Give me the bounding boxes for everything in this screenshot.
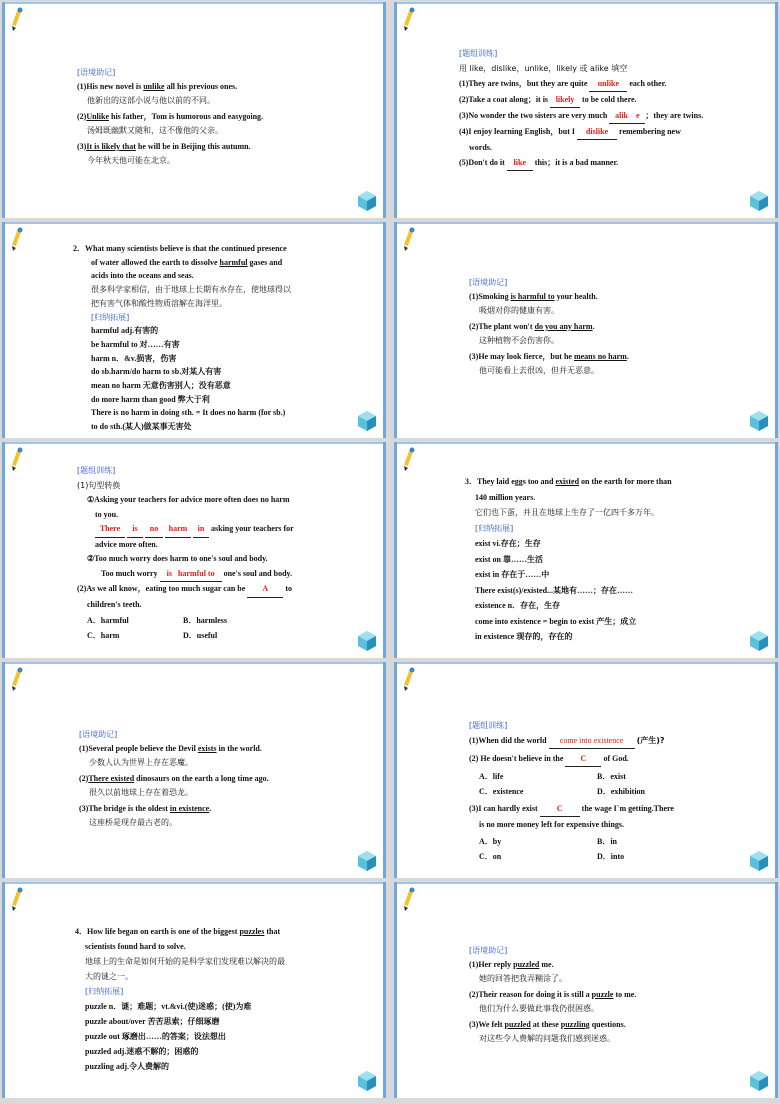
exercise-item: (1)They are twins，but they are quite unlike each other. (459, 76, 755, 92)
option-a[interactable]: A．by (479, 837, 502, 846)
exercise-item: (3)No wonder the two sisters are very much alik e ；they are twins. (459, 108, 755, 124)
example-sentence: (3)The bridge is the oldest in existence. (79, 804, 212, 813)
section-label: [语境助记] (469, 278, 508, 287)
cube-logo-icon (357, 1070, 377, 1092)
slide-9 (2, 882, 386, 1098)
translation: 他可能看上去很凶，但并无恶意。 (479, 366, 599, 375)
key-sentence: 140 million years. (475, 492, 536, 502)
option-b[interactable]: B．exist (597, 772, 626, 781)
section-label: [题组训练] (77, 466, 116, 475)
key-sentence: 3．They laid eggs too and existed on the earth for more than (465, 477, 672, 486)
expansion-item: puzzling adj.令人费解的 (85, 1062, 170, 1071)
slide-3 (2, 222, 386, 438)
example-sentence: (2)Their reason for doing it is still a puzzle to me. (469, 990, 637, 999)
translation: 它们也下蛋，并且在地球上生存了一亿四千多万年。 (475, 508, 659, 517)
translation: 吸烟对你的健康有害。 (479, 306, 559, 315)
exercise-item: ①Asking your teachers for advice more often does no harm (87, 495, 290, 504)
exercise-item: (1)When did the world come into existence (产生)? (469, 733, 755, 749)
option-b[interactable]: B．harmless (183, 616, 227, 625)
expansion-item: exist in 存在于……中 (475, 570, 550, 579)
example-sentence: (1)Several people believe the Devil exists in the world. (79, 744, 262, 753)
translation: 对这些令人费解的问题我们感到迷惑。 (479, 1034, 615, 1043)
expansion-item: harmful adj.有害的 (91, 326, 159, 336)
pencil-figure-icon (401, 666, 417, 692)
exercise-item-cont: is no more money left for expensive things. (479, 820, 625, 829)
option-c[interactable]: C．on (479, 852, 502, 861)
section-label: [语境助记] (77, 68, 116, 77)
expansion-item: exist vi.存在；生存 (475, 539, 541, 548)
cube-logo-icon (357, 190, 377, 212)
cube-logo-icon (749, 190, 769, 212)
pencil-figure-icon (401, 226, 417, 252)
translation: 地球上的生命是如何开始的是科学家们发现难以解决的最 (85, 957, 285, 966)
expansion-item: puzzle about/over 苦苦思索；仔细琢磨 (85, 1017, 220, 1026)
expansion-item: puzzle n．谜；难题；vt.&vi.(使)迷惑；(使)为难 (85, 1002, 252, 1011)
cube-logo-icon (357, 630, 377, 652)
expansion-item: be harmful to 对……有害 (91, 339, 180, 349)
exercise-item-cont: children's teeth. (87, 599, 142, 609)
exercise-item: (3)I can hardly exist C the wage I`m getting.There (469, 801, 755, 817)
expansion-item: exist on 靠……生活 (475, 554, 543, 564)
key-sentence: 4．How life began on earth is one of the biggest puzzles that (75, 927, 281, 936)
pencil-figure-icon (9, 886, 25, 912)
options-row (77, 629, 363, 644)
slide-1 (2, 2, 386, 218)
exercise-item: (2) He doesn't believe in the C of God. (469, 751, 755, 767)
slide-4 (394, 222, 778, 438)
example-sentence: (2)The plant won't do you any harm. (469, 322, 595, 331)
translation: 这座桥是现存最古老的。 (89, 818, 177, 827)
slide-2 (394, 2, 778, 218)
pencil-figure-icon (9, 666, 25, 692)
pencil-figure-icon (401, 886, 417, 912)
section-label: [题组训练] (469, 721, 508, 730)
key-sentence: 2．What many scientists believe is that the continued presence (73, 244, 287, 253)
translation: 今年秋天他可能在北京。 (87, 156, 175, 165)
translation: 很久以前地球上存在着恐龙。 (89, 788, 193, 797)
option-a[interactable]: A．life (479, 772, 504, 781)
options-row (469, 834, 755, 849)
expansion-item: to do sth.(某人)做某事无害处 (91, 422, 192, 432)
expansion-item: in existence 现存的，存在的 (475, 632, 573, 641)
options-row (469, 784, 755, 799)
pencil-figure-icon (9, 446, 25, 472)
expansion-item: There is no harm in doing sth. = It does no harm (for sb.) (91, 408, 286, 418)
slide-6 (394, 442, 778, 658)
cube-logo-icon (357, 410, 377, 432)
expansion-item: mean no harm 无意伤害别人；没有恶意 (91, 381, 231, 391)
options-row (469, 849, 755, 864)
pencil-figure-icon (401, 6, 417, 32)
example-sentence: (3)He may look fierce，but he means no harm. (469, 352, 629, 361)
exercise-heading: (1)句型转换 (77, 480, 121, 490)
instruction: 用 like，dislike，unlike，likely 或 alike 填空 (459, 64, 628, 73)
expansion-item: existence n．存在，生存 (475, 601, 561, 610)
slide-8 (394, 662, 778, 878)
key-sentence: scientists found hard to solve. (85, 942, 186, 951)
translation: 这种植物不会伤害你。 (479, 336, 559, 345)
option-b[interactable]: B．in (597, 837, 618, 846)
section-label: [归纳拓展] (91, 312, 130, 322)
key-sentence: of water allowed the earth to dissolve harmful gases and (91, 257, 283, 267)
expansion-item: do sb.harm/do harm to sb.对某人有害 (91, 367, 222, 377)
cube-logo-icon (749, 1070, 769, 1092)
example-sentence: (3)We felt puzzled at these puzzling questions. (469, 1020, 626, 1029)
section-label: [语境助记] (79, 730, 118, 739)
exercise-item: (4)I enjoy learning English，but I dislike remembering new (459, 124, 755, 140)
section-label: [语境助记] (469, 946, 508, 955)
example-sentence: (1)Smoking is harmful to your health. (469, 292, 598, 301)
slide-7 (2, 662, 386, 878)
cube-logo-icon (749, 850, 769, 872)
options-row (469, 769, 755, 784)
exercise-item: (2)As we all know，eating too much sugar can be A to (77, 582, 363, 598)
example-sentence: (2)There existed dinosaurs on the earth a long time ago. (79, 774, 269, 783)
option-d[interactable]: D．exhibition (597, 787, 646, 796)
expansion-item: harm n．&v.损害，伤害 (91, 353, 177, 363)
example-sentence: (2)Unlike his father，Tom is humorous and easygoing. (77, 112, 264, 121)
section-label: [归纳拓展] (85, 987, 124, 996)
expansion-item: There exist(s)/existed...某地有……；存在…… (475, 585, 634, 595)
option-c[interactable]: C．harm (87, 630, 120, 640)
cube-logo-icon (357, 850, 377, 872)
key-sentence: acids into the oceans and seas. (91, 271, 194, 281)
exercise-item: Too much worry is harmful to one's soul and body. (77, 567, 363, 583)
exercise-item: (5)Don't do it like this；it is a bad manner. (459, 155, 755, 171)
option-d[interactable]: D．into (597, 852, 625, 861)
translation: 很多科学家相信，由于地球上长期有水存在，使地球得以 (91, 285, 291, 295)
exercise-item: ②Too much worry does harm to one's soul and body. (87, 554, 268, 563)
exercise-item: (2)Take a coat along；it is likely to be cold there. (459, 92, 755, 108)
translation: 他们为什么要做此事我仍很困惑。 (479, 1004, 599, 1013)
translation: 大的谜之一。 (85, 972, 133, 981)
exercise-item: There is no harm in asking your teachers for (77, 522, 363, 538)
translation: 少数人认为世界上存在恶魔。 (89, 758, 193, 767)
expansion-item: puzzled adj.迷惑不解的；困惑的 (85, 1047, 199, 1056)
translation: 汤姆既幽默又随和，这不像他的父亲。 (87, 126, 223, 135)
example-sentence: (1)His new novel is unlike all his previous ones. (77, 82, 238, 91)
cube-logo-icon (749, 410, 769, 432)
example-sentence: (1)Her reply puzzled me. (469, 960, 554, 969)
cube-logo-icon (749, 630, 769, 652)
translation: 把有害气体和酸性物质溶解在海洋里。 (91, 298, 227, 308)
option-c[interactable]: C．existence (479, 787, 524, 796)
option-a[interactable]: A．harmful (87, 616, 129, 625)
pencil-figure-icon (9, 226, 25, 252)
pencil-figure-icon (9, 6, 25, 32)
translation: 她的回答把我弄糊涂了。 (479, 974, 567, 983)
slide-5 (2, 442, 386, 658)
expansion-item: come into existence = begin to exist 产生；成立 (475, 616, 637, 626)
section-label: [题组训练] (459, 49, 498, 58)
section-label: [归纳拓展] (475, 523, 514, 533)
translation: 他新出的这部小说与他以前的不同。 (87, 96, 215, 105)
options-row (77, 614, 363, 629)
exercise-item-cont: advice more often. (95, 539, 158, 549)
expansion-item: do more harm than good 弊大于利 (91, 394, 210, 404)
slide-10 (394, 882, 778, 1098)
expansion-item: puzzle out 琢磨出……的答案；设法想出 (85, 1032, 226, 1041)
example-sentence: (3)It is likely that he will be in Beijing this autumn. (77, 142, 251, 151)
exercise-item-cont: words. (469, 143, 492, 152)
exercise-item-cont: to you. (95, 509, 119, 519)
pencil-figure-icon (401, 446, 417, 472)
option-d[interactable]: D．useful (183, 630, 218, 640)
